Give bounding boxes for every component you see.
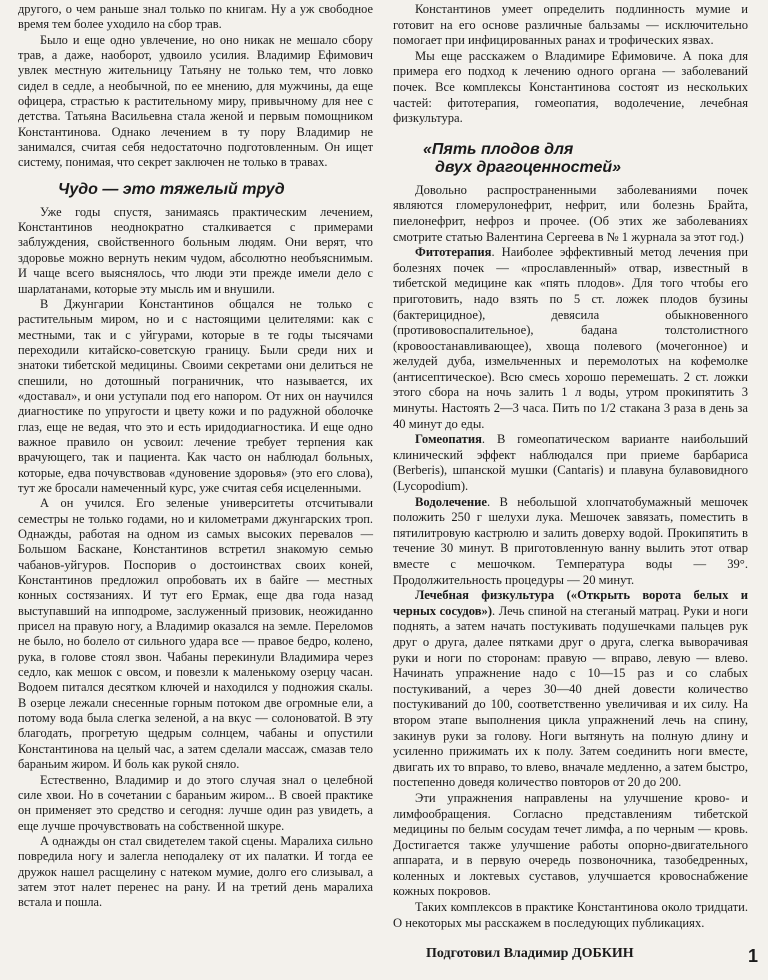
right-column [393, 2, 748, 931]
paragraph: Было и еще одно увлечение, но оно никак не мешало сбору трав, а даже, наоборот, удвоило усилия. Владимир Ефимович увлек местную жительницу Татьяну не только тем, что ловко сидел в седле, а необычной, по ее мнению, для мужчины, да еще офицера, страстью к растительному миру, привычному для нее с детства. Татьяна Васильевна стала женой и первым помощником Константинова. Однако лечением в ту пору Владимир не занимался, считая себя недостаточно подготовленным. Он ищет систему, понимая, что секрет заключен не только в травах. [18, 32, 373, 170]
section-heading: Чудо — это тяжелый труд [58, 180, 285, 198]
section-heading [393, 141, 748, 177]
paragraph [393, 245, 748, 432]
paragraph-text: . Наиболее эффективный метод лечения при болезнях почек — «прославленный» отвар, известный в тибетской медицине как «пять плодов». Для того чтобы его приготовить, надо взять по 5 ст. ложек плодов бузины (бактерицидное), девясила обыкновенного (противовоспалительное), бадана толстолистного (кровоостанавливающее), хвоща полевого (мочегонное) и желудей дуба, измельченных и перемолотых на кофемолке (антисептическое). Всю смесь хорошо перемешать. 2 ст. ложки этого сбора на ночь залить 1 л воды, утром прокипятить 3 минуты. Настоять 2—3 часа. Пить по 1/2 стакана 3 раза в день за 40 минут до еды. [393, 245, 748, 431]
term-phytotherapy: Фитотерапия [415, 245, 492, 260]
paragraph-text: . В гомеопатическом варианте наибольший клинический эффект наблюдался при приеме барбариса (Berberis), шпанской мушки (Cantaris) и плавуна булавовидного (Lycopodium). [393, 432, 748, 494]
term-homeopathy: Гомеопатия [415, 432, 482, 447]
paragraph [393, 495, 748, 589]
paragraph: другого, о чем раньше знал только по книгам. Ну а уж свободное время тем более уходило на сбор трав. [18, 2, 373, 32]
paragraph: Мы еще расскажем о Владимире Ефимовиче. А пока для примера его подход к лечению одного органа — заболеваний почек. Все комплексы Константинова состоят из нескольких частей: фитотерапия, гомеопатия, водолечение, лечебная физкультура. [393, 48, 748, 126]
paragraph-text: . Лечь спиной на стеганый матрац. Руки и ноги поднять, а затем начать постукивать подушечками пальцев рук друг о друга, далее пятками друг о друга, слегка выворачивая руки и ноги по сторонам: правую — вправо, левую — влево. Начинать упражнение надо с 10—15 раз и со слабых постукиваний, а через 30—40 дней довести количество постукиваний до 100, соответственно увеличивая и их силу. На втором этапе выполнения цикла упражнений лечь на спину, закинув руки за голову. Ноги вытянуть на полную длину и усиленно прижимать их к полу. Затем соединить ноги вместе, двигать их то вправо, то влево, вначале медленно, а затем быстро, постепенно доведя количество повторов от 20 до 200. [393, 603, 748, 790]
paragraph [393, 432, 748, 494]
paragraph [393, 588, 748, 791]
column-divider [382, 0, 383, 940]
paragraph-text: . В небольшой хлопчатобумажный мешочек положить 250 г шелухи лука. Мешочек завязать, поместить в пятилитровую кастрюлю и залить доверху водой. Прокипятить в течение 30 минут. В приготовленную ванну вылить этот отвар вместе с мешочком. Температура воды — 39°. Продолжительность процедуры — 20 минут. [393, 494, 748, 587]
left-column [18, 2, 373, 911]
author-signature: Подготовил Владимир ДОБКИН [426, 946, 634, 961]
paragraph: Довольно распространенными заболеваниями почек являются гломерулонефрит, нефрит, или болезнь Брайта, пиелонефрит, нефроз и прочее. (Об этих же заболеваниях смотрите статью Валентина Сергеева в № 1 журнала за этот год.) [393, 182, 748, 244]
heading-line: двух драгоценностей» [435, 158, 622, 176]
paragraph: А однажды он стал свидетелем такой сцены. Маралиха сильно повредила ногу и залегла неподалеку от их палатки. И тогда ее дружок нашел расщелину с натеком мумие, долго его слизывал, а затем этот налет перенес на рану. И на третий день маралиха встала и пошла. [18, 833, 373, 910]
paragraph: В Джунгарии Константинов общался не только с растительным миром, но и с настоящими целителями: как с местными, так и с уйгурами, которые в те годы тысячами переходили китайско-советскую границу. Были среди них и знатоки тибетской медицины. Своими секретами они делиться не спешили, но дотошный пограничник, что называется, их «доставал», и они уступали под его напором. От них он научился диагностике по упругости и цвету кожи и по радужной оболочке глаз, еще не ведая, что это и есть иридодиагностика. И еще одно важное правило он усвоил: лечение требует терпения как врачующего, так и пациента. Как часто он наблюдал больных, которые, едва почувствовав «дуновение здоровья» (это его слова), тут же бросали намеченный курс, уже считая себя исцеленными. [18, 296, 373, 495]
paragraph: Естественно, Владимир и до этого случая знал о целебной силе хвои. Но в сочетании с бараньим жиром... В своей практике он применяет это средство и сегодня: лучше один раз увидеть, а еще лучше прочувствовать на собственной шкуре. [18, 772, 373, 833]
page-number: 1 [748, 946, 759, 966]
term-exercise: Лечебная физкультура («Открыть ворота белых и черных сосудов») [393, 588, 748, 618]
paragraph: А он учился. Его зеленые университеты отсчитывали семестры не только годами, но и километрами джунгарских троп. Однажды, работая на одном из самых высоких перевалов — Большом Баскане, Константинов встретил знакомую семью чабанов-уйгуров. Поспорив о достоинствах своих коней, Константинов предложил опробовать их в байге — местных конных состязаниях. И тут его Ермак, еще два года назад выступавший на ипподроме, заслуженный призовик, неожиданно присел на правую ногу, а Владимир оказался на земле. Переломов не было, но болело от сильного удара все — правое бедро, колено, рука, в голове стоял звон. Чабаны перекинули Владимира через седло, как мешок с овсом, и повезли к маленькому озерцу часан. Водоем питался десятком ключей и находился у подножия скалы. В озерце лежали снесенные горным потоком две огромные ели, а потому вода была слегка зеленой, а на вкус — солоноватой. В эту благодать, прогретую щедрым солнцем, чабаны и опустили Константинова на целый час, а затем сделали массаж, смазав тело бараньим жиром. И боль как рукой сняло. [18, 496, 373, 772]
heading-line: «Пять плодов для [423, 140, 574, 158]
paragraph: Константинов умеет определить подлинность мумие и готовит на его основе различные бальзамы — исключительно помогает при инфицированных ранах и трофических язвах. [393, 2, 748, 48]
paragraph: Таких комплексов в практике Константинова около тридцати. О некоторых мы расскажем в последующих публикациях. [393, 900, 748, 930]
paragraph: Эти упражнения направлены на улучшение крово- и лимфообращения. Согласно представлениям тибетской медицины по белым сосудам течет лимфа, а по черным — кровь. Достигается также улучшение работы опорно-двигательного аппарата, и в первую очередь позвоночника, тазобедренных, коленных и локтевых суставов, улучшается кровоснабжение кожных покровов. [393, 790, 748, 899]
paragraph: Уже годы спустя, занимаясь практическим лечением, Константинов неоднократно сталкивается с примерами заблуждения, свойственного больным людям. Они верят, что здоровье можно вернуть неким чудом, абсолютно необъяснимым. И чаще всего выяснялось, что люди эти прежде имели дело с шарлатанами, которые эту мысль им и внушили. [18, 204, 373, 296]
term-hydrotherapy: Водолечение [415, 494, 487, 509]
